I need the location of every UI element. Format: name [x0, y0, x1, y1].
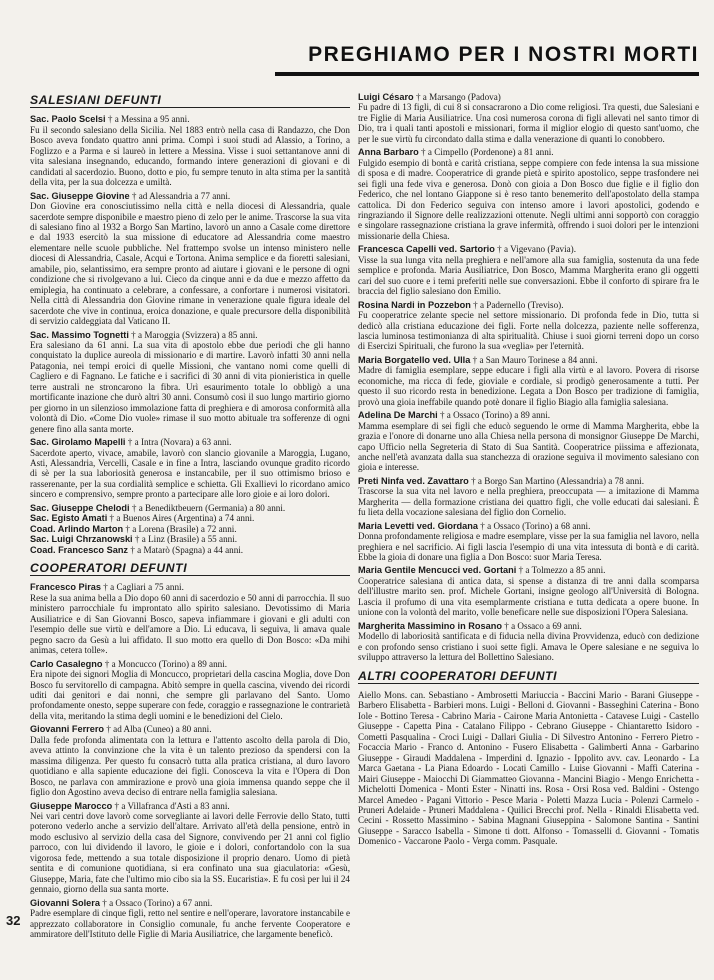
entry-heading [30, 437, 350, 447]
section-title-cooperatori: COOPERATORI DEFUNTI [30, 563, 350, 576]
obituary-text: Nei vari centri dove lavorò come sorvegliante ai lavori delle Ferrovie dello Stato, tutti poterono vederlo anche a servizio dell'altare. Arrivato all'età della pensione, entrò in modo esclusivo al servizio della casa del Signore, convivendo per 21 anni col figlio parroco, con lui dividendo il lavoro, le gioie e i dolori, confortandolo con la sua vigorosa fede, mettendo a sua totale disposizione il proprio denaro. Uomo di pietà sentita e di comunione quotidiana, si era confinato una sua giaculatoria: «Gesù, Giuseppe, Maria, fate che l'ultimo mio cibo sia la SS. Eucaristia». E fu così per lui il 24 gennaio, giorno della sua santa morte. [30, 811, 350, 895]
obituary-text: Fu padre di 13 figli, di cui 8 si consacrarono a Dio come religiosi. Tra questi, due Salesiani e tre Figlie di Maria Ausiliatrice. Una così numerosa corona di figli allevati nel santo timor di Dio, tra i quali tanti apostoli e missionari, forma il miglior elogio di questo sant'uomo, che per le sue virtù fu circondato dalla stima e dalla venerazione di quanti lo conobbero. [358, 102, 699, 144]
obituary-text: Era nipote dei signori Moglia di Moncucco, proprietari della cascina Moglia, dove Don Bosco fu servitorello di campagna. Abitò sempre in quella cascina, vivendo dei ricordi uditi dai genitori e dai nonni, che sempre gli parlavano del Santo. Uomo profondamente onesto, seppe superare con fede, coraggio e rassegnazione le contrarietà della vita, meritando la stima degli uomini e le benedizioni del Cielo. [30, 669, 350, 721]
obituary-entry [358, 410, 699, 473]
obituary-text: Sacerdote aperto, vivace, amabile, lavorò con slancio giovanile a Maroggia, Lugano, Asti, Alessandria, Vercelli, Casale e in fine a Intra, lasciando ovunque gradito ricordo di sè per la sua laboriosità generosa e instancabile, per il suo ottimismo briosо e rasserenante, per la sua cordialità semplice e schietta. Gli Exallievi lo ricordano amico sincero e comprensivo, sempre pronto a partecipare alle loro gioie e ai loro dolori. [30, 447, 350, 500]
deceased-name: Maria Gentile Mencucci ved. Gortani [358, 565, 517, 576]
entry-heading [30, 524, 350, 534]
obituary-entry [30, 524, 350, 534]
deceased-name: Adelina De Marchi [358, 410, 438, 421]
entry-heading [358, 92, 699, 102]
obituary-entry [30, 437, 350, 500]
deceased-name: Sac. Egisto Amati [30, 513, 108, 524]
entry-heading [30, 801, 350, 811]
obituary-entry [358, 147, 699, 241]
obituary-entry [358, 92, 699, 144]
obituary-entry [30, 191, 350, 327]
obituary-text: Don Giovine era conosciutissimo nella città e nella diocesi di Alessandria, quale sacerdote sempre disponibile e maestro pieno di zelo per le anime. Trascorse la sua vita di salesiano fino al 1932 a Borgo San Martino, lavorò un anno a Casale come direttore e dal 1933 esercitò la sua missione di educatore ad Alessandria come maestro elementare nelle scuole pubbliche. Nel frattempo svolse un intenso ministero nelle diocesi di Alessandria, Casale, Acqui e Tortona. Anima semplice e da fioretti salesiani, amabile, pio, selantissimo, era sempre pronto ad aiutare i giovani e le persone di ogni condizione che si rivolgevano a lui. Cieco da cinque anni e da due e mezzo affetto da emiplegia, ha continuato a celebrare, a confessare, a confortare i numerosi visitatori. Nella città di Alessandria don Giovine rimane in venerazione quale figura ideale del sacerdote che vive in continua, eroica donazione, e quale precursore della disponibilità di servizio caldeggiata dal Vaticano II. [30, 201, 350, 327]
entry-heading [358, 621, 699, 631]
death-place-age: † a Cagliari a 75 anni. [103, 582, 184, 593]
death-place-age: † a Moncucco (Torino) a 89 anni. [104, 658, 228, 669]
death-place-age: † a Borgo San Martino (Alessandria) a 78 anni. [471, 475, 644, 486]
obituary-entry [358, 565, 699, 617]
deceased-name: Francesca Capelli ved. Sartorio [358, 244, 495, 255]
obituary-entry [30, 513, 350, 523]
entry-heading [358, 355, 699, 365]
death-place-age: † a Buenos Aires (Argentina) a 74 anni. [109, 513, 255, 524]
obituary-text: Padre esemplare di cinque figli, retto nel sentire e nell'operare, lavoratore instancabile e apprezzato collaboratore in Consiglio comunale, fu anche fervente Cooperatore e ammiratore dell'Istituto delle Figlie di Maria Ausiliatrice, che largamente beneficò. [30, 908, 350, 939]
title-rule [275, 72, 699, 76]
obituary-entry [30, 114, 350, 187]
deceased-name: Maria Borgatello ved. Ulla [358, 354, 471, 365]
obituary-entry [30, 545, 350, 555]
page-number: 32 [6, 913, 21, 928]
death-place-age: † a Linz (Brasile) a 55 anni. [134, 534, 238, 545]
death-place-age: † a San Mauro Torinese a 84 anni. [472, 354, 598, 365]
obituary-text: Modello di laboriosità santificata e di fiducia nella divina Provvidenza, educò con dedizione e con profondo senso cristiano i suoi sette figli. Amava le Opere salesiane e ne seguiva lo sviluppo attraverso la lettura del Bollettino Salesiano. [358, 631, 699, 663]
obituary-entry [358, 521, 699, 563]
obituary-text: Cooperatrice salesiana di antica data, si spense a distanza di tre anni dalla scomparsa dell'illustre marito sen. prof. Michele Gortani, insigne geologo all'Università di Bologna. Lascia il profumo di una vita esemplarmente cristiana e tutta dedicata a opere buone. In unione con la volontà del marito, volle beneficare nelle sue disposizioni l'Opera Salesiana. [358, 575, 699, 618]
deceased-name: Rosina Nardi in Pozzebon [358, 299, 471, 310]
obituary-text: Trascorse la sua vita nel lavoro e nella preghiera, preoccupata — a imitazione di Mamma Margherita — della formazione cristiana dei quattro figli, che volle educati dai salesiani. È fu lieta della vocazione salesiana del figlio don Cornelio. [358, 486, 699, 518]
death-place-age: † a Tolmezzo a 85 anni. [518, 565, 606, 576]
deceased-name: Giovanni Ferrero [30, 724, 105, 735]
death-place-age: † a Cimpello (Pordenone) a 81 anni. [421, 147, 554, 158]
obituary-text: Dalla fede profonda alimentata con la lettura e l'attento ascolto della parola di Dio, aveva attinto la convinzione che la vita è un talento prezioso da spendersi con la massima diligenza. Per questo fu consacrò tutta alla pratica cristiana, al duro lavoro quotidiano e alla sapiente educazione dei figli. Conosceva la vita e l'Opera di Don Bosco, ne parlava con ammirazione e provò una gioia immensa quando seppe che il figlio don Agostino aveva deciso di entrare nella famiglia salesiana. [30, 734, 350, 798]
death-place-age: † a Ossaco (Torino) a 67 anni. [102, 897, 213, 908]
entry-heading [358, 410, 699, 420]
obituary-entry [30, 659, 350, 722]
obituary-entry [30, 724, 350, 797]
obituary-text: Donna profondamente religiosa e madre esemplare, visse per la sua famiglia nel lavoro, nella preghiera e nel sacrificio. Ai figli lascia l'esempio di una vita intessuta di bontà e di carità. Ebbe la gioia di donare una figlia a Don Bosco: suor Maria Teresa. [358, 531, 699, 563]
entry-heading [30, 898, 350, 908]
deceased-name: Coad. Arlindo Marton [30, 523, 124, 534]
death-place-age: † a Lorena (Brasile) a 72 anni. [125, 523, 237, 534]
deceased-name: Sac. Luigi Chrzanowski [30, 534, 133, 545]
deceased-name: Sac. Massimo Tognetti [30, 329, 129, 340]
entry-heading [30, 724, 350, 734]
entry-heading [358, 244, 699, 254]
entry-heading [30, 513, 350, 523]
obituary-entry [358, 244, 699, 296]
page-title: PREGHIAMO PER I NOSTRI MORTI [308, 43, 699, 66]
obituary-entry [30, 534, 350, 544]
deceased-name: Sac. Giuseppe Giovine [30, 190, 130, 201]
section-title-salesiani: SALESIANI DEFUNTI [30, 95, 350, 108]
entry-heading [358, 476, 699, 486]
obituary-text: Visse la sua lunga vita nella preghiera e nell'amore alla sua famiglia, sostenuta da una fede semplice e profonda. Maria Ausiliatrice, Don Bosco, Mamma Margherita erano gli oggetti cari del suo cuore e i temi preferiti nelle sue conversazioni. Ebbe il conforto di spirare fra le braccia del figlio salesiano don Emilio. [358, 254, 699, 297]
entry-heading [358, 521, 699, 531]
death-place-age: † a Villafranca d'Asti a 83 anni. [114, 800, 230, 811]
entry-heading [30, 114, 350, 124]
death-place-age: † a Marsango (Padova) [415, 92, 501, 102]
deceased-name: Margherita Massimino in Rosano [358, 620, 502, 631]
entry-heading [358, 565, 699, 575]
obituary-text: Mamma esemplare di sei figli che educò seguendo le orme di Mamma Margherita, ebbe la grazia e l'onore di donarne uno alla Chiesa nella persona di monsignor Giuseppe De Marchi, capo Ufficio nella Segreteria di Stato di Sua Santità. Cooperatrice piissima e affezionata, anche nell'età avanzata dalla sua stanchezza di orazione seguiva il movimento salesiano con gioia e interesse. [358, 420, 699, 473]
other-cooperators-list: Aiello Mons. can. Sebastiano - Ambrosetti Mariuccia - Baccini Mario - Barani Giuseppe - Barbero Elisabetta - Barbieri mons. Luigi - Belloni d. Giovanni - Basseghini Caterina - Bono Iole - Bottino Teresa - Cabrino Maria - Cairone Maria Antonietta - Catavese Luigi - Castello Giuseppe - Capetta Pina - Catalano Filippo - Cebrano Giuseppe - Chiantaretto Isidoro - Cometti Pasqualina - Croci Luigi - Dallari Giulia - Di Silvestro Antonino - Ferrero Pietro - Focaccia Mario - Franco d. Antonino - Fusero Elisabetta - Galimberti Anna - Garbarino Giuseppe - Giraudi Maddalena - Imperdini d. Ignazio - Ippolito avv. cav. Leonardo - La Marca Gaetana - La Piana Edoardo - Locati Camillo - Luise Giovanni - Maffi Caterina - Mairi Giuseppe - Maiocchi Di Giammatteo Giovanna - Mancini Biagio - Mengo Enrichetta - Michelotti Domenica - Monti Ester - Ninatti ins. Rosa - Orsi Rosa ved. Baldini - Ostengo Marcel Amedeo - Pagani Vittorio - Pesce Maria - Poletti Mazza Lucia - Polenzi Carmelo - Pruneri Adelaide - Pruneri Maddalena - Quilici Brecchi prof. Nella - Rinaldi Elisabetta ved. Cecini - Rossetto Massimino - Sabina Magnani Giuseppina - Salomone Santina - Santini Giuseppe - Saracco Isabella - Simone ti dott. Alfonso - Tomasselli d. Giovanni - Tomatis Domenico - Vaccarone Paolo - Verga comm. Pasquale. [358, 690, 699, 847]
deceased-name: Giovanni Solera [30, 897, 100, 908]
obituary-entry [30, 330, 350, 435]
death-place-age: † a Matarò (Spagna) a 44 anni. [130, 544, 244, 555]
entry-heading [30, 582, 350, 592]
obituary-text: Fu cooperatrice zelante specie nel settore missionario. Di profonda fede in Dio, tutta si dedicò alla cristiana educazione dei figli. Forte nella dolcezza, paziente nelle sofferenza, lascia luminosa testimonianza di alta spiritualità. Chiuse i suoi giorni terreni dopo un corso di Esercizi Spirituali, che furono la sua «veglia» per l'eternità. [358, 310, 699, 352]
obituary-entry [30, 898, 350, 940]
entry-heading [358, 300, 699, 310]
deceased-name: Giuseppe Marocco [30, 800, 113, 811]
obituary-entry [30, 801, 350, 895]
death-place-age: † a Maroggia (Svizzera) a 85 anni. [131, 329, 258, 340]
deceased-name: Coad. Francesco Sanz [30, 544, 129, 555]
obituary-entry [358, 300, 699, 352]
entry-heading [30, 659, 350, 669]
deceased-name: Preti Ninfa ved. Zavattaro [358, 475, 469, 486]
obituary-text: Fulgido esempio di bontà e carità cristiana, seppe compiere con fede intensa la sua missione di sposa e di madre. Cooperatrice di grande pietà e spirito apostolico, seppe trasfondere nei sei figli una fede viva e generosa. Donò con gioia a Don Bosco due figlie e il figlio don Federico, che nel lontano Giappone si è reso tanto benemerito dell'apostolato della stampa cattolica. Di don Federico seguiva con intenso amore i lavori apostolici, godendo e ringraziando il Signore delle realizzazioni ottenute. Negli ultimi anni sopportò con coraggio e singolare rassegnazione cristiana la grave infermità, offrendo i suoi dolori per le intenzioni missionarie della Chiesa. [358, 157, 699, 241]
section-title-altri: ALTRI COOPERATORI DEFUNTI [358, 671, 699, 684]
obituary-text: Madre di famiglia esemplare, seppe educare i figli alla virtù e al lavoro. Povera di risorse economiche, ma ricca di fede, giovialе e cordiale, si prodigò generosamente a tutti. Per questo il suo ricordo resta in benedizione. Legata a Don Bosco per tradizione di famiglia, provò una gioia ineffabile quando potè donare il figlio Biagio alla famiglia salesiana. [358, 365, 699, 407]
deceased-name: Sac. Girolamo Mapelli [30, 437, 126, 448]
death-place-age: † a Vigevano (Pavia). [497, 244, 576, 255]
death-place-age: † ad Alba (Cuneo) a 80 anni. [106, 724, 212, 735]
death-place-age: † a Ossaco (Torino) a 89 anni. [439, 410, 551, 421]
obituary-entry [30, 503, 350, 513]
death-place-age: † a Padernello (Treviso). [473, 299, 564, 310]
death-place-age: † a Intra (Novara) a 63 anni. [127, 437, 232, 448]
death-place-age: † a Ossaco (Torino) a 68 anni. [480, 520, 591, 531]
death-place-age: † ad Alessandria a 77 anni. [131, 190, 231, 201]
death-place-age: † a Ossaco a 69 anni. [504, 620, 582, 631]
death-place-age: † a Benediktbeuern (Germania) a 80 anni. [131, 502, 286, 513]
entry-heading [30, 330, 350, 340]
entry-heading [30, 191, 350, 201]
entry-heading [30, 545, 350, 555]
deceased-name: Sac. Paolo Scelsi [30, 114, 106, 125]
death-place-age: † a Messina a 95 anni. [107, 114, 190, 125]
entry-heading [30, 534, 350, 544]
obituary-entry [358, 355, 699, 407]
deceased-name: Francesco Piras [30, 582, 101, 593]
obituary-text: Fu il secondo salesiano della Sicilia. Nel 1883 entrò nella casa di Randazzo, che Don Bosco aveva fondato quattro anni prima. Compì i suoi studi ad Alassio, a Torino, a Foglizzo e a Parma e si laureò in lettere a Messina. Visse i suoi settantanove anni di vita salesiana insegnando, educando, formando intere generazioni di giovani e di candidati al sacerdozio. Buono, dotto e pio, fu sempre tenuto in alta stima per la santità della vita, per la sua dolcezza e umiltà. [30, 124, 350, 188]
deceased-name: Luigi Césaro [358, 92, 414, 102]
obituary-text: Rese la sua anima bella a Dio dopo 60 anni di sacerdozio e 50 anni di parrocchia. Il suo ministero parrocchiale fu improntato allo spirito salesiano. Devotissimo di Maria Ausiliatrice e di San Giovanni Bosco, sapeva infiammare i giovani e gli adulti con l'esempio delle sue virtù e dell'amore a Dio. Li educava, li seguiva, li amava quale pegno sacro da Gesù a lui affidato. Il suo motto era quello di Don Bosco: «Da mihi animas, cetera tolle». [30, 592, 350, 656]
left-column [30, 92, 350, 952]
deceased-name: Anna Barbaro [358, 147, 419, 158]
entry-heading [30, 503, 350, 513]
page-banner [275, 38, 699, 72]
deceased-name: Maria Levetti ved. Giordana [358, 520, 478, 531]
obituary-entry [30, 582, 350, 655]
obituary-entry [358, 621, 699, 663]
deceased-name: Carlo Casalegno [30, 658, 103, 669]
entry-heading [358, 147, 699, 157]
obituary-text: Era salesiano da 61 anni. La sua vita di apostolo ebbe due periodi che gli hanno conquistato la duplice aureola di missionario e di martire. Lavorò infatti 30 anni nella Patagonia, nei tempi eroici di quelle Missioni, che vantano nomi come quelli di Cagliero e di Fagnano. Le fatiche e i sacrifici di 30 anni di vita pionieristica in quelle terre australi ne stroncarono la fibra. Urì esaurimento totale lo obbligò a una mortificante inazione che durò altri 30 anni. Consumò così il suo lungo martirio giorno per giorno in un silenzioso immolazione fatta di preghiera e di amorosa conformità alla volontà di Dio. «Come Dio vuole» rimase il suo motto abituale tra sofferenze di ogni genere fino alla santa morte. [30, 339, 350, 434]
obituary-entry [358, 476, 699, 518]
deceased-name: Sac. Giuseppe Chelodi [30, 502, 130, 513]
right-column [358, 92, 699, 952]
